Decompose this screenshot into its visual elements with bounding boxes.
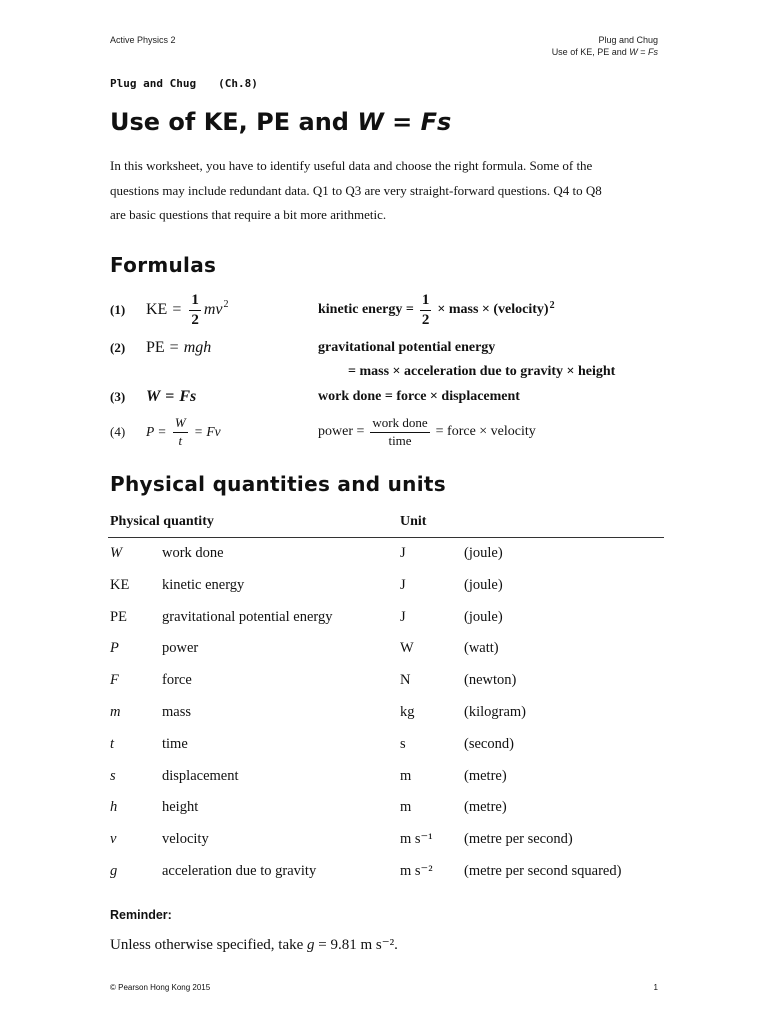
formula-expression [146,416,318,448]
superscript: 2 [549,299,555,311]
unit-name: (metre) [464,799,507,816]
quantity-name: kinetic energy [162,576,245,593]
formula-number: (2) [110,340,126,355]
unit-name: (newton) [464,672,517,689]
worksheet-kicker [110,77,258,91]
unit-name: (kilogram) [464,704,527,720]
table-row [108,633,664,665]
fraction-numerator: W [173,416,188,432]
formula-expression [146,292,318,328]
running-header-right-line1: Plug and Chug [598,35,658,45]
formula-description: gravitational potential energy [318,340,496,355]
formula-expression [146,388,318,406]
quantity-symbol: h [110,799,118,816]
equals-sign: = [169,339,179,356]
column-header-unit: Unit [400,514,427,529]
formula-rhs: Fs [179,388,197,405]
quantity-symbol: t [110,735,115,752]
quantity-name: height [162,799,199,816]
fraction-denominator: t [178,432,183,448]
quantity-symbol: m [110,704,121,720]
running-header-right-line2 [552,46,658,58]
intro-line: In this worksheet, you have to identify useful data and choose the right formula. Some of the [110,158,593,173]
table-row [108,602,664,634]
header-title-w: W [629,47,638,57]
formula-number: (4) [110,424,126,439]
quantity-name: displacement [162,767,239,784]
table-row [108,697,664,729]
footer-copyright: © Pearson Hong Kong 2015 [110,983,211,992]
equals-sign: = [194,424,203,439]
formula-description [318,292,555,328]
fraction [420,292,432,328]
quantity-symbol: KE [110,576,130,593]
formula-row-1 [110,292,670,328]
description-prefix: power = [318,424,365,439]
description-suffix: × mass × (velocity) [437,302,549,317]
fraction-denominator: 2 [191,311,199,328]
table-row [108,824,664,856]
table-row [108,792,664,824]
quantity-name: gravitational potential energy [162,608,333,625]
quantity-symbol: W [110,545,123,561]
quantity-symbol: PE [110,608,127,625]
unit-symbol: s [400,735,406,752]
title-eq: = [383,108,421,136]
fraction [370,416,429,448]
quantities-heading: Physical quantities and units [110,472,446,496]
unit-symbol: m s⁻¹ [400,831,433,848]
formula-description: work done = force × displacement [318,389,520,404]
reminder-variable: g [307,937,315,953]
table-header [108,510,664,534]
table-row [108,761,664,793]
quantity-name: time [162,735,188,752]
unit-symbol: m s⁻² [400,863,433,879]
title-prefix: Use of KE, PE and [110,108,358,136]
fraction [173,416,188,448]
formula-row-3 [110,379,670,415]
kicker-label: Plug and Chug [110,77,197,90]
quantity-name: velocity [162,831,209,848]
table-row [108,729,664,761]
quantities-table [108,538,664,890]
quantity-name: power [162,640,199,657]
fraction-denominator: time [388,432,412,448]
title-w: W [357,108,384,136]
header-title-fs: Fs [648,47,658,57]
formula-row-4 [110,414,670,450]
unit-name: (joule) [464,576,503,593]
quantity-name: acceleration due to gravity [162,863,317,879]
header-title-prefix: Use of KE, PE and [551,47,630,57]
unit-name: (watt) [464,640,499,657]
table-row [108,538,664,570]
intro-paragraph [110,154,602,228]
quantity-name: mass [162,704,191,720]
description-prefix: kinetic energy = [318,302,414,317]
fraction-denominator: 2 [421,311,430,328]
formula-rhs: mv [203,301,223,318]
page-number: 1 [653,983,658,992]
intro-line: are basic questions that require a bit more arithmetic. [110,207,387,222]
unit-symbol: m [400,799,412,816]
formula-description-continued: = mass × acceleration due to gravity × height [348,364,616,379]
unit-name: (metre per second squared) [464,863,622,879]
unit-symbol: J [400,576,406,593]
equals-sign: = [165,388,175,405]
unit-symbol: kg [400,704,415,720]
formula-lhs: PE [146,339,165,356]
reminder-prefix: Unless otherwise specified, take [110,937,308,953]
formulas-heading: Formulas [110,253,217,277]
fraction [189,292,201,328]
superscript: 2 [223,298,229,310]
equals-sign: = [172,301,182,318]
unit-name: (joule) [464,545,503,561]
quantity-name: force [162,672,192,689]
formula-number: (3) [110,389,126,404]
formula-description [318,416,536,448]
header-title-eq: = [637,47,648,57]
table-row [108,856,664,888]
quantity-name: work done [162,545,224,561]
reminder-label: Reminder: [110,908,172,922]
equals-sign: = [158,424,166,439]
unit-symbol: m [400,767,412,784]
formula-lhs: KE [146,301,168,318]
quantity-symbol: g [110,863,118,879]
formula-rhs: Fv [206,424,221,439]
quantity-symbol: P [110,640,119,657]
quantity-symbol: s [110,767,116,784]
formula-lhs: W [146,388,161,405]
unit-name: (second) [464,735,514,752]
unit-symbol: J [400,608,406,625]
fraction-numerator: 1 [189,292,201,311]
unit-name: (joule) [464,608,503,625]
table-row [108,570,664,602]
fraction-numerator: work done [370,416,429,432]
reminder-text [110,935,398,955]
column-header-quantity: Physical quantity [110,514,214,529]
quantity-symbol: F [110,672,119,689]
fraction-numerator: 1 [420,292,432,311]
formula-expression [146,339,318,357]
quantity-symbol: v [110,831,117,848]
unit-name: (metre) [464,767,507,784]
formula-rhs: mgh [183,339,212,356]
unit-symbol: W [400,640,414,657]
intro-line: questions may include redundant data. Q1 to Q3 are very straight-forward questions. Q4 to Q8 [110,182,602,198]
page-title [110,108,451,136]
unit-symbol: J [400,545,406,561]
formula-lhs: P [146,424,155,439]
title-fs: Fs [420,108,452,136]
description-suffix: = force × velocity [435,424,536,439]
kicker-chapter: (Ch.8) [218,77,258,90]
unit-name: (metre per second) [464,831,573,848]
unit-symbol: N [400,672,411,689]
formula-number: (1) [110,302,126,317]
running-header-left: Active Physics 2 [110,35,176,45]
reminder-suffix: = 9.81 m s⁻². [314,937,398,953]
table-row [108,665,664,697]
